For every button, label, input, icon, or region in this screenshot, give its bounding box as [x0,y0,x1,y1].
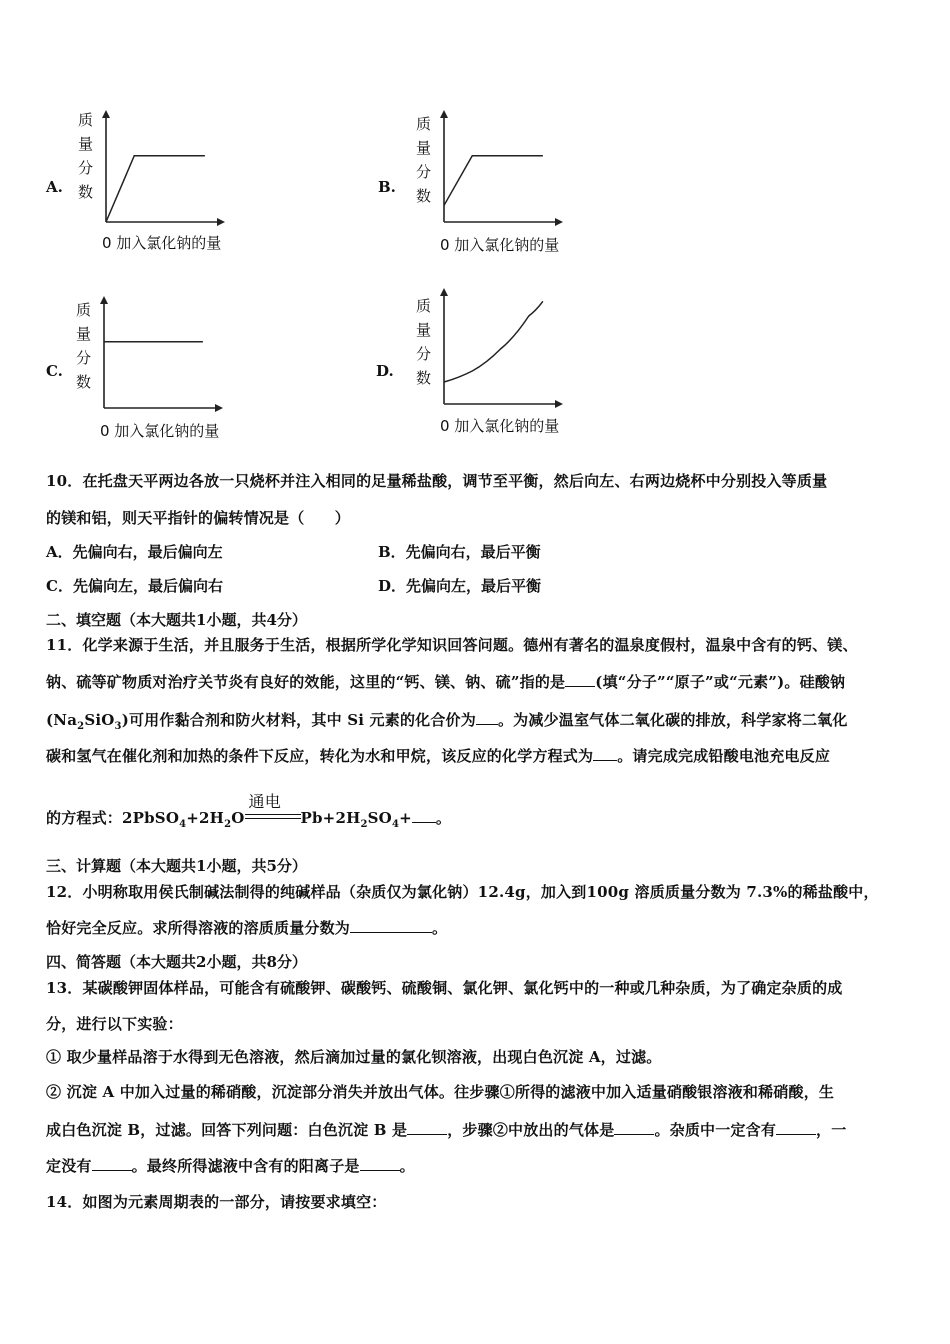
chart-d-plot [438,288,563,412]
q11-line2: 钠、硫等矿物质对治疗关节炎有良好的效能，这里的“钙、镁、钠、硫”指的是 (填“分子”“原子”或“元素”)。硅酸钠 [46,673,846,691]
answer-blank [92,1156,132,1171]
answer-blank [360,1156,400,1171]
chart-b-ylabel: 质 量 分 数 [416,115,432,205]
data-line [444,156,543,206]
answer-blank [776,1120,816,1135]
reaction-condition: 通电 [248,792,281,811]
section-short-answer-heading: 四、简答题（本大题共2小题，共8分） [46,953,307,971]
q12-line1: 12．小明称取用侯氏制碱法制得的纯碱样品（杂质仅为氯化钠）12.4g，加入到100g 溶质质量分数为 7.3%的稀盐酸中， [46,883,879,901]
chart-b-plot [438,110,563,230]
reaction-arrow [245,792,301,823]
answer-blank [350,918,432,933]
q13-line5: 成白色沉淀 B，过滤。回答下列问题：白色沉淀 B 是 ，步骤②中放出的气体是 。杂质中一定含有 ，一 [46,1121,847,1139]
q10-option-d: D．先偏向左，最后平衡 [378,577,542,595]
q10-option-b: B．先偏向右，最后平衡 [378,543,541,561]
chart-c-label: C. [46,362,63,380]
chart-b-xlabel: 0 加入氯化钠的量 [440,236,560,254]
chart-c-xlabel: 0 加入氯化钠的量 [100,422,220,440]
section-calculation-heading: 三、计算题（本大题共1小题，共5分） [46,857,307,875]
answer-blank [593,746,617,761]
q10-option-a: A．先偏向右，最后偏向左 [46,543,223,561]
q11-line3: $(Na_2SiO_3)$可用作黏合剂和防火材料，其中 Si 元素的化合价为 。为减少温室气体二氧化碳的排放，科学家将二氧化 [46,711,848,732]
x-axis-arrow [555,400,563,408]
answer-blank [407,1120,447,1135]
q11-line4: 碳和氢气在催化剂和加热的条件下反应，转化为水和甲烷，该反应的化学方程式为 。请完成完成铅酸电池充电反应 [46,747,831,765]
q11-equation: 的方程式：$2PbSO_4+2H_2O$ 通电 $Pb+2H_2SO_4+$ 。 [46,807,451,830]
answer-blank [476,710,498,725]
data-line [444,301,543,382]
q10-option-c: C．先偏向左，最后偏向右 [46,577,223,595]
data-line [106,156,205,222]
chart-a-label: A. [46,178,63,196]
q10-line1: 10．在托盘天平两边各放一只烧杯并注入相同的足量稀盐酸，调节至平衡，然后向左、右两边烧杯中分别投入等质量 [46,472,828,490]
q14-line1: 14．如图为元素周期表的一部分，请按要求填空： [46,1193,387,1211]
chart-c-ylabel: 质 量 分 数 [76,301,92,391]
answer-blank [565,672,595,687]
chart-a-plot [100,110,225,230]
chart-c-plot [98,296,223,416]
y-axis-arrow [440,110,448,118]
q13-line6: 定没有 。最终所得滤液中含有的阳离子是 。 [46,1157,415,1175]
chart-d-label: D. [376,362,394,380]
chart-a-ylabel: 质 量 分 数 [78,111,94,201]
q13-line4: ② 沉淀 A 中加入过量的稀硝酸，沉淀部分消失并放出气体。往步骤①所得的滤液中加入适量硝酸银溶液和稀硝酸，生 [46,1083,835,1101]
q13-line2: 分，进行以下实验： [46,1015,183,1033]
x-axis-arrow [215,404,223,412]
q13-line3: ① 取少量样品溶于水得到无色溶液，然后滴加过量的氯化钡溶液，出现白色沉淀 A，过滤。 [46,1048,662,1066]
answer-blank [614,1120,654,1135]
q11-line1: 11．化学来源于生活，并且服务于生活，根据所学化学知识回答问题。德州有著名的温泉度假村，温泉中含有的钙、镁、 [46,636,858,654]
section-fill-blank-heading: 二、填空题（本大题共1小题，共4分） [46,611,307,629]
x-axis-arrow [217,218,225,226]
chart-b-label: B. [378,178,396,196]
q10-line2: 的镁和铝，则天平指针的偏转情况是（ ） [46,509,351,527]
y-axis-arrow [100,296,108,304]
chart-d-ylabel: 质 量 分 数 [416,297,432,387]
y-axis-arrow [102,110,110,118]
y-axis-arrow [440,288,448,296]
chart-d-xlabel: 0 加入氯化钠的量 [440,417,560,435]
q13-line1: 13．某碳酸钾固体样品，可能含有硫酸钾、碳酸钙、硫酸铜、氯化钾、氯化钙中的一种或几种杂质，为了确定杂质的成 [46,979,843,997]
answer-blank [412,808,436,823]
x-axis-arrow [555,218,563,226]
q12-line2: 恰好完全反应。求所得溶液的溶质质量分数为 。 [46,919,448,937]
chart-a-xlabel: 0 加入氯化钠的量 [102,234,222,252]
